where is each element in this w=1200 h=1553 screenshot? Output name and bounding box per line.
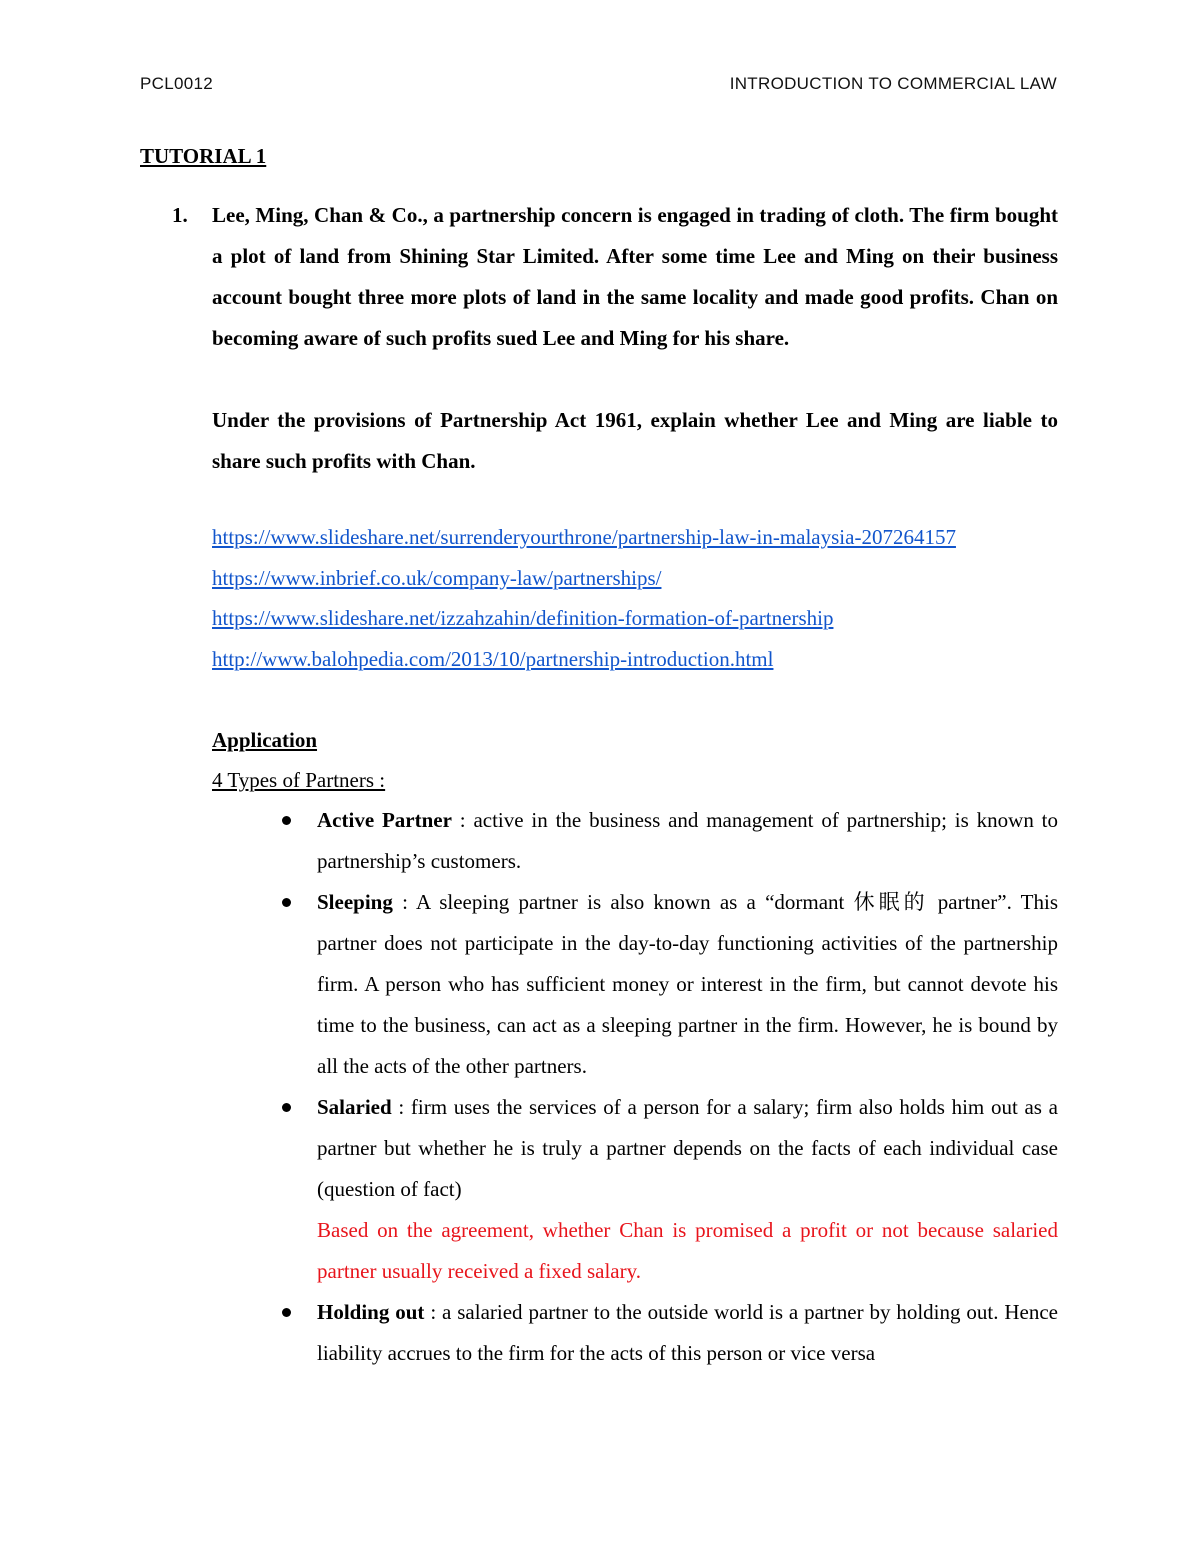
partner-term: Active Partner [317,808,452,832]
question-number: 1. [172,203,188,227]
partner-term: Holding out [317,1300,425,1324]
list-item-holding-out-partner [212,1292,1058,1374]
list-item-salaried-partner [212,1087,1058,1292]
list-item-active-partner [212,800,1058,882]
tutorial-title: TUTORIAL 1 [140,144,267,168]
header-course-title: INTRODUCTION TO COMMERCIAL LAW [729,74,1057,93]
highlighted-note: Based on the agreement, whether Chan is promised a profit or not because salaried partner usually received a fixed salary. [317,1218,1058,1283]
bullet-icon [282,1103,291,1112]
partner-description: : A sleeping partner is also known as a “dormant 休眠的 partner”. This partner does not participate in the day-to-day functioning activities of the partnership firm. A person who has sufficient money or interest in the firm, but cannot devote his time to the business, can act as a sleeping partner in the firm. However, he is bound by all the acts of the other partners. [317,890,1058,1078]
reference-link-slideshare-partnership-law[interactable]: https://www.slideshare.net/surrenderyourthrone/partnership-law-in-malaysia-207264157 [212,525,956,549]
partner-description: : a salaried partner to the outside world is a partner by holding out. Hence liability accrues to the firm for the acts of this person or vice versa [317,1300,1058,1365]
partner-term: Salaried [317,1095,392,1119]
partner-types-heading: 4 Types of Partners : [212,768,386,792]
partner-description: : active in the business and management of partnership; is known to partnership’s customers. [317,808,1058,873]
reference-link-slideshare-definition[interactable]: https://www.slideshare.net/izzahzahin/definition-formation-of-partnership [212,606,834,630]
partner-term: Sleeping [317,890,393,914]
partner-description: : firm uses the services of a person for a salary; firm also holds him out as a partner but whether he is truly a partner depends on the facts of each individual case (question of fact) [317,1095,1058,1201]
paragraph-spacer [212,359,1058,400]
bullet-icon [282,1308,291,1317]
bullet-icon [282,816,291,825]
application-heading: Application [212,728,318,752]
header-course-code: PCL0012 [140,74,213,93]
question-instruction: Under the provisions of Partnership Act 1961, explain whether Lee and Ming are liable to share such profits with Chan. [212,408,1058,473]
reference-links [212,517,1082,679]
reference-link-inbrief-partnerships[interactable]: https://www.inbrief.co.uk/company-law/partnerships/ [212,565,662,590]
question-paragraph: Lee, Ming, Chan & Co., a partnership concern is engaged in trading of cloth. The firm bought a plot of land from Shining Star Limited. After some time Lee and Ming on their business account bought three more plots of land in the same locality and made good profits. Chan on becoming aware of such profits sued Lee and Ming for his share. [212,203,1058,350]
list-item-sleeping-partner [212,882,1058,1087]
partner-types-list [212,800,1058,1374]
reference-link-balohpedia[interactable]: http://www.balohpedia.com/2013/10/partnership-introduction.html [212,646,774,671]
question-block [212,195,1058,482]
bullet-icon [282,898,291,907]
